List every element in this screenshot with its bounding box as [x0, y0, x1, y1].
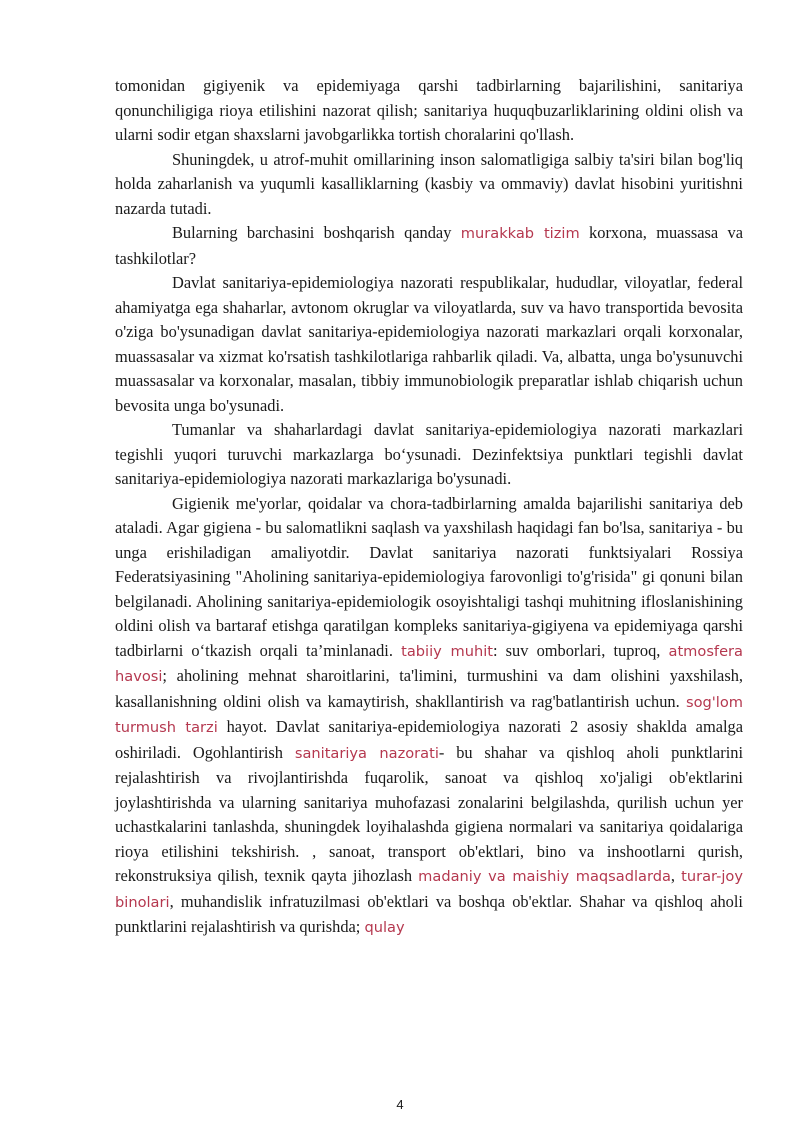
paragraph — [115, 492, 743, 941]
text-segment: : suv omborlari, tuproq, — [492, 640, 669, 660]
text-segment: , muhandislik infratuzilmasi ob'ektlari va boshqa ob'ektlar. Shahar va qishloq aholi punktlarini rejalashtirish va qurishda; — [115, 891, 743, 936]
text-segment: korxona, muassasa va tashkilotlar? — [115, 223, 743, 268]
paragraph — [115, 271, 743, 418]
paragraph — [115, 221, 743, 271]
paragraph — [115, 418, 743, 492]
page-number: 4 — [396, 1097, 404, 1112]
text-segment: hayot. Davlat sanitariya-epidemiologiya nazorati 2 asosiy shaklda amalga oshiriladi. Ogohlantirish — [115, 717, 743, 762]
inline-link[interactable]: murakkab tizim — [460, 225, 580, 242]
text-segment: tomonidan gigiyenik va epidemiyaga qarshi tadbirlarning bajarilishini, sanitariya qonunchiligiga rioya etilishini nazorat qilish; sanitariya huquqbuzarliklarining oldini olish va ularni sodir etgan shaxslarni javobgarlikka tortish choralarini qo'llash. — [115, 76, 743, 144]
text-segment: Tumanlar va shaharlardagi davlat sanitariya-epidemiologiya nazorati markazlari tegishli yuqori turuvchi markazlarga bo‘ysunadi. Dezinfektsiya punktlari tegishli davlat sanitariya-epidemiologiya nazorati markazlariga bo'ysunadi. — [115, 420, 743, 488]
paragraph — [115, 74, 743, 148]
inline-link[interactable]: tabiiy muhit — [401, 642, 493, 660]
text-segment: - bu shahar va qishloq aholi punktlarini rejalashtirish va rivojlantirishda fuqarolik, sanoat va qishloq xo'jaligi ob'ektlarini joylashtirishda va ularning sanitariya muhofazasi zonalarini belgilashda, qurilish uchun yer uchastkalarini tanlashda, shuningdek loyihalashda gigiena normalari va sanitariya qoidalariga rioya etilishini tekshirish. , sanoat, transport ob'ektlari, bino va inshootlarni qurish, rekonstruksiya qilish, texnik qayta jihozlash — [115, 742, 743, 885]
paragraph — [115, 148, 743, 222]
inline-link[interactable]: qulay — [364, 919, 405, 936]
inline-link[interactable]: atmosfera havosi — [115, 642, 743, 685]
text-segment: Davlat sanitariya-epidemiologiya nazorati respublikalar, hududlar, viloyatlar, federal ahamiyatga ega shaharlar, avtonom okruglar va viloyatlarda, suv va havo transportida bevosita o'ziga bo'ysunadigan davlat sanitariya-epidemiologiya nazorati markazlari orqali korxonalar, muassasalar va xizmat ko'rsatish tashkilotlariga rahbarlik qiladi. Va, albatta, unga bo'ysunuvchi muassasalar va korxonalar, masalan, tibbiy immunobiologik preparatlar ishlab chiqarish uchun bevosita unga bo'ysunadi. — [115, 273, 743, 415]
text-segment: , — [670, 866, 682, 885]
document-body — [115, 74, 743, 941]
inline-link[interactable]: sanitariya nazorati — [294, 744, 439, 762]
text-segment: Gigienik me'yorlar, qoidalar va chora-tadbirlarning amalda bajarilishi sanitariya deb ataladi. Agar gigiena - bu salomatlikni saqlash va yaxshilash haqidagi fan bo'lsa, sanitariya - bu unga erishiladigan amaliyotdir. Davlat sanitariya nazorati funktsiyalari Rossiya Federatsiyasining "Aholining sanitariya-epidemiologiya farovonligi to'g'risida" gi qonuni bilan belgilanadi. Aholining sanitariya-epidemiologik osoyishtaligi tashqi muhitning ifloslanishining oldini olish va bartaraf etishga qaratilgan kompleks sanitariya-gigiyena va epidemiyaga qarshi tadbirlarni o‘tkazish orqali ta’minlanadi. — [115, 493, 743, 660]
text-segment: Bularning barchasini boshqarish qanday — [172, 223, 461, 242]
inline-link[interactable]: turar-joy binolari — [115, 868, 743, 911]
inline-link[interactable]: madaniy va maishiy maqsadlarda — [418, 868, 671, 885]
text-segment: Shuningdek, u atrof-muhit omillarining inson salomatligiga salbiy ta'siri bilan bog'liq holda zaharlanish va yuqumli kasalliklarning (kasbiy va ommaviy) davlat hisobini yuritishni nazarda tutadi. — [115, 149, 743, 218]
text-segment: ; aholining mehnat sharoitlarini, ta'limini, turmushini va dam olishini yaxshilash, kasallanishning oldini olish va kamaytirish, shakllantirish va rag'batlantirish uchun. — [115, 666, 743, 711]
inline-link[interactable]: sog'lom turmush tarzi — [115, 693, 743, 736]
